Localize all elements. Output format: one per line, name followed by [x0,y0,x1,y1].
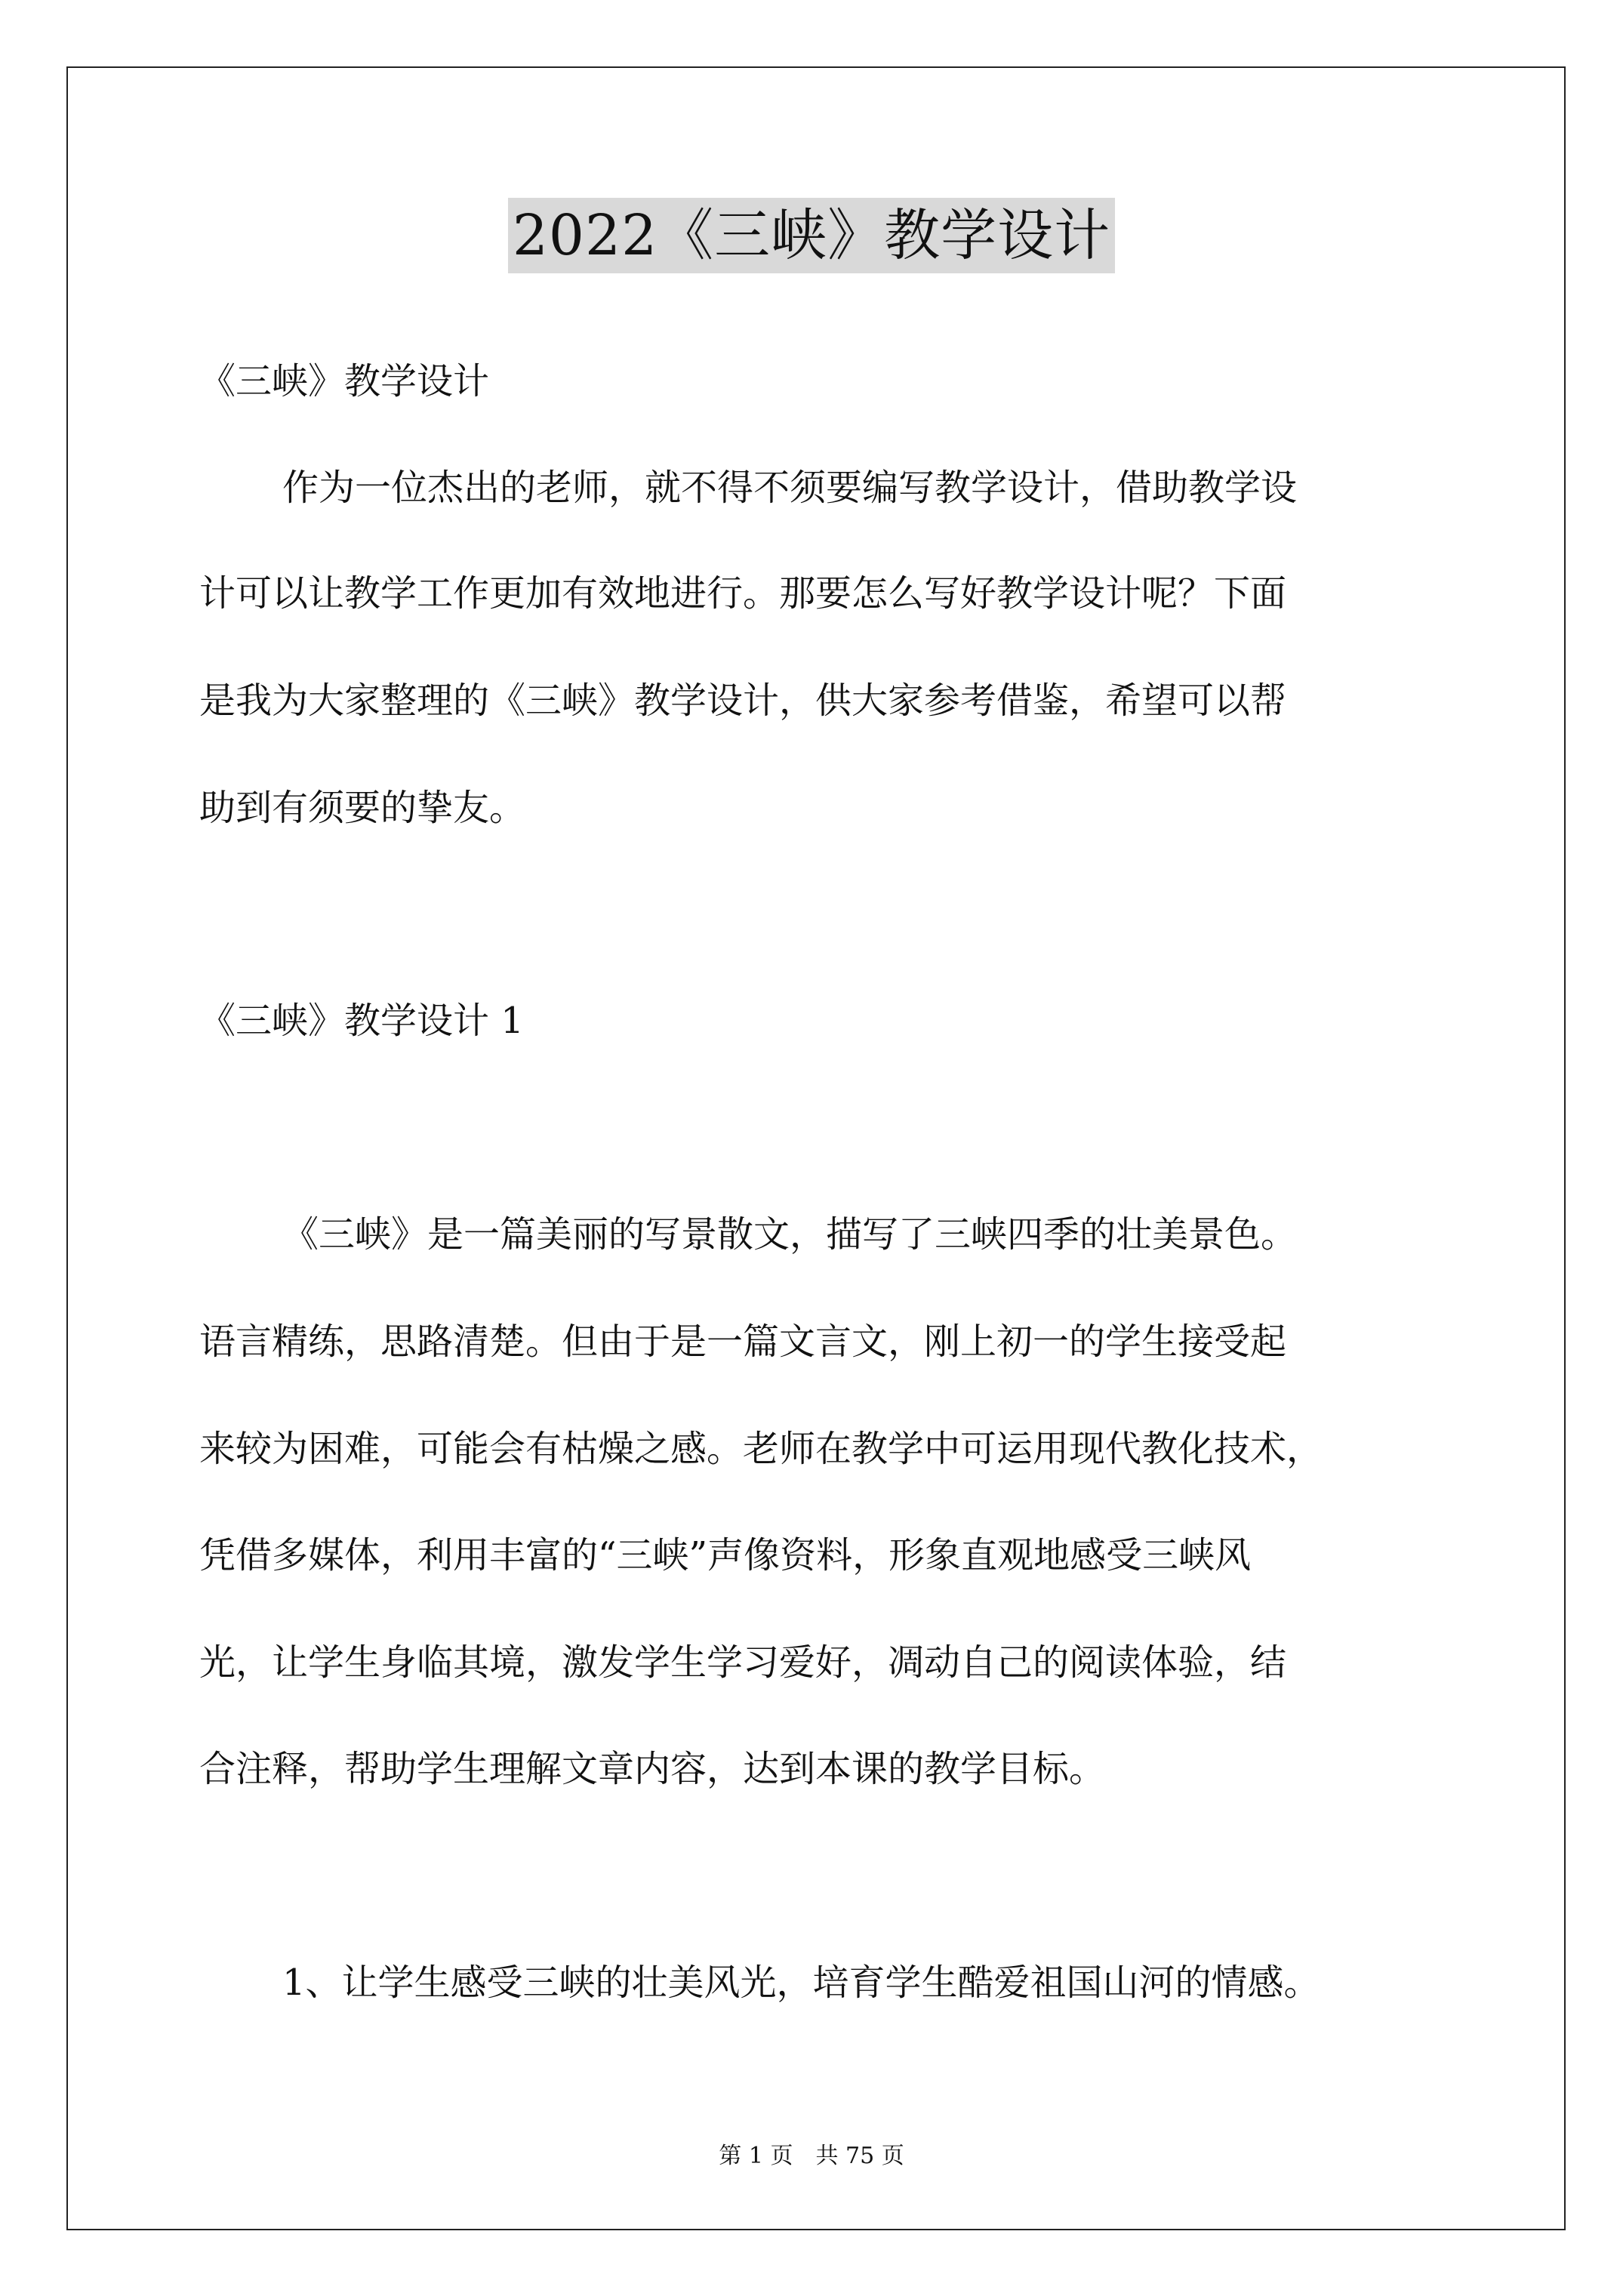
body-line: 来较为困难，可能会有枯燥之感。老师在教学中可运用现代教化技术， [199,1428,1323,1470]
body-line: 《三峡》是一篇美丽的写景散文，描写了三峡四季的壮美景色。 [282,1213,1298,1256]
intro-line: 作为一位杰出的老师，就不得不须要编写教学设计，借助教学设 [282,467,1298,509]
page-footer: 第 1 页 共 75 页 [719,2143,904,2169]
subtitle: 《三峡》教学设计 [199,360,490,402]
section-heading: 《三峡》教学设计 1 [199,1000,524,1042]
body-line: 语言精练，思路清楚。但由于是一篇文言文，刚上初一的学生接受起 [199,1321,1287,1363]
intro-line: 计可以让教学工作更加有效地进行。那要怎么写好教学设计呢？下面 [199,572,1287,615]
body-line: 光，让学生身临其境，激发学生学习爱好，凋动自己的阅读体验，结 [199,1641,1287,1684]
title-block [0,198,1623,273]
goal-line: 1、让学生感受三峡的壮美风光，培育学生酷爱祖国山河的情感。 [282,1962,1320,2004]
body-line: 合注释，帮助学生理解文章内容，达到本课的教学目标。 [199,1748,1106,1790]
document-title: 2022《三峡》教学设计 [508,198,1115,273]
intro-line: 助到有须要的挚友。 [199,787,526,829]
body-line: 凭借多媒体，利用丰富的“三峡”声像资料，形象直观地感受三峡风 [199,1534,1252,1576]
intro-line: 是我为大家整理的《三峡》教学设计，供大家参考借鉴，希望可以帮 [199,680,1287,722]
